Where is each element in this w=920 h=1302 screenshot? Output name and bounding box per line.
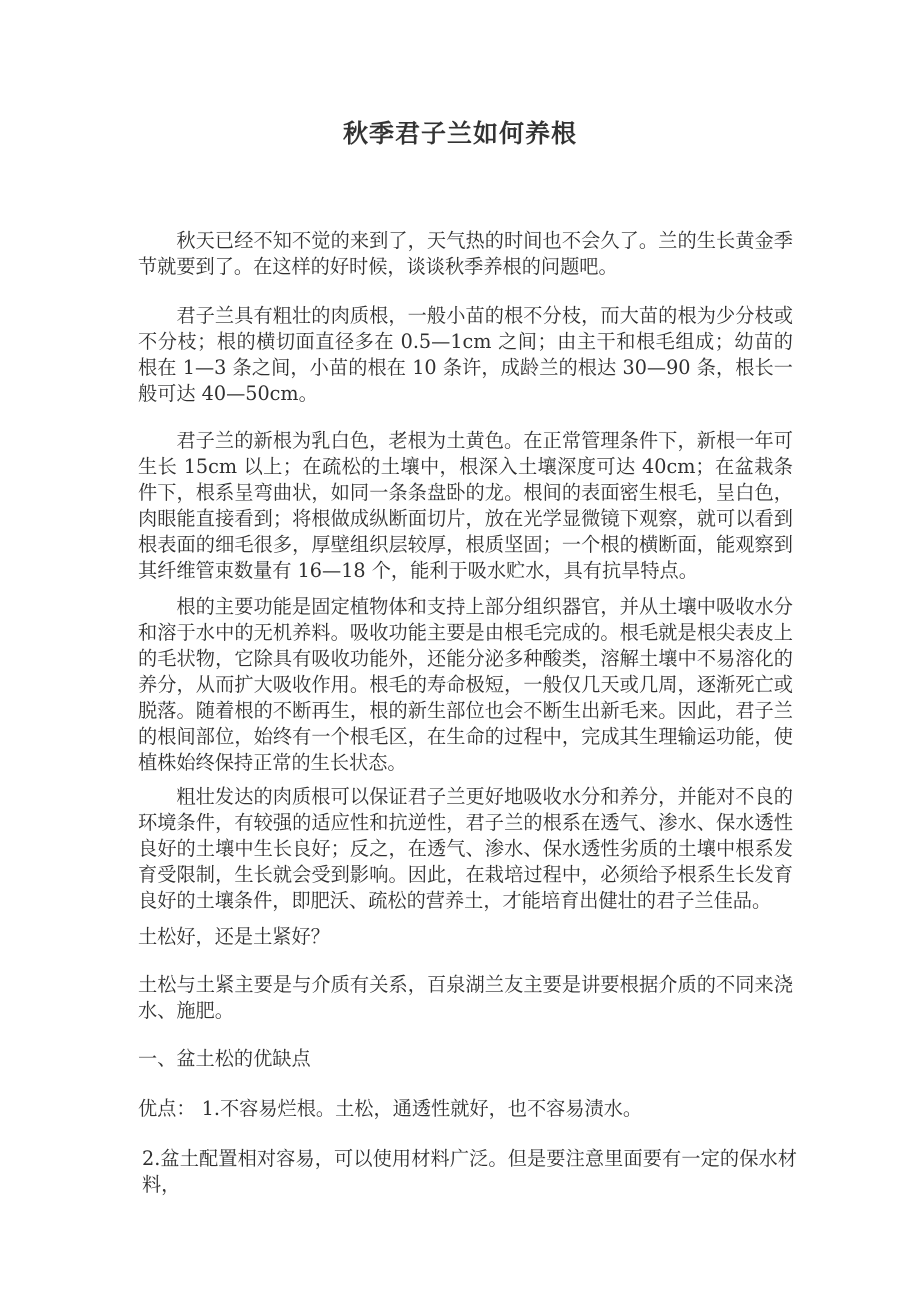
section-heading: 一、盆土松的优缺点: [138, 1047, 311, 1070]
advantage-item-1: 优点： 1.不容易烂根。土松，通透性就好，也不容易渍水。: [138, 1097, 643, 1120]
paragraph-soil-intro: 土松与土紧主要是与介质有关系，百泉湖兰友主要是讲要根据介质的不同来浇水、施肥。: [138, 973, 793, 1022]
paragraph-root-color: 君子兰的新根为乳白色，老根为土黄色。在正常管理条件下，新根一年可生长 15cm 以上；在疏松的土壤中，根深入土壤深度可达 40cm；在盆栽条件下，根系呈弯曲状，如同一条条盘卧的龙。根间的表面密生根毛，呈白色，肉眼能直接看到；将根做成纵断面切片，放在光学显微镜下观察，就可以看到根表面的细毛很多，厚壁组织层较厚，根质坚固；一个根的横断面，能观察到其纤维管束数量有 16—18 个，能利于吸水贮水，具有抗旱特点。: [138, 429, 793, 582]
paragraph-root-structure: 君子兰具有粗壮的肉质根，一般小苗的根不分枝，而大苗的根为少分枝或不分枝；根的横切面直径多在 0.5—1cm 之间；由主干和根毛组成；幼苗的根在 1—3 条之间，小苗的根在 10 条许，成龄兰的根达 30—90 条，根长一般可达 40—50cm。: [138, 304, 793, 405]
paragraph-root-function: 根的主要功能是固定植物体和支持上部分组织器官，并从土壤中吸收水分和溶于水中的无机养料。吸收功能主要是由根毛完成的。根毛就是根尖表皮上的毛状物，它除具有吸收功能外，还能分泌多种酸类，溶解土壤中不易溶化的养分，从而扩大吸收作用。根毛的寿命极短，一般仅几天或几周，逐渐死亡或脱落。随着根的不断再生，根的新生部位也会不断生出新毛来。因此，君子兰的根间部位，始终有一个根毛区，在生命的过程中，完成其生理输运功能，使植株始终保持正常的生长状态。: [138, 595, 793, 774]
question-heading: 土松好，还是土紧好？: [138, 925, 330, 948]
advantage-item-2: 2.盆土配置相对容易，可以使用材料广泛。但是要注意里面要有一定的保水材料，: [142, 1147, 797, 1196]
document-title: 秋季君子兰如何养根: [342, 119, 577, 148]
paragraph-intro: 秋天已经不知不觉的来到了，天气热的时间也不会久了。兰的生长黄金季节就要到了。在这样的好时候，谈谈秋季养根的问题吧。: [138, 229, 793, 278]
paragraph-root-soil: 粗壮发达的肉质根可以保证君子兰更好地吸收水分和养分，并能对不良的环境条件，有较强的适应性和抗逆性，君子兰的根系在透气、渗水、保水透性良好的土壤中生长良好；反之，在透气、渗水、保水透性劣质的土壤中根系发育受限制，生长就会受到影响。因此，在栽培过程中，必须给予根系生长发育良好的土壤条件，即肥沃、疏松的营养土，才能培育出健壮的君子兰佳品。: [138, 785, 793, 912]
